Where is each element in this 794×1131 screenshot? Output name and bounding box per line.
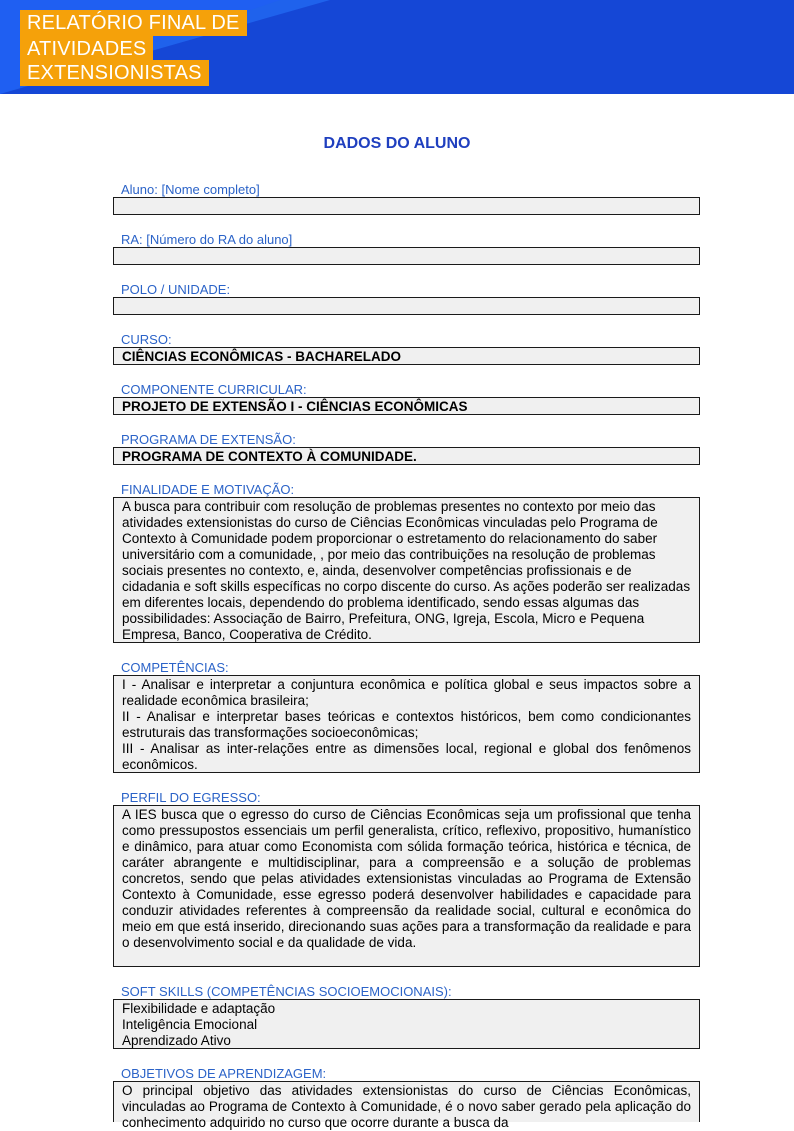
finalidade-field[interactable]: A busca para contribuir com resolução de problemas presentes no contexto por meio das atividades extensionistas do curso de Ciências Econômicas vinculadas pelo Programa de Contexto à Comunidade podem proporcionar o estretamento do relacionamento do saber universitário com a comunidade, , por meio das contribuições na resolução de problemas sociais presentes no contexto, e, ainda, desenvolver competências profissionais e de cidadania e soft skills específicas no corpo discente do curso. As ações poderão ser realizadas em diferentes locais, dependendo do problema identificado, sendo essas algumas das possibilidades: Associação de Bairro, Prefeitura, ONG, Igreja, Escola, Micro e Pequena Empresa, Banco, Cooperativa de Crédito. [113, 497, 700, 643]
componente-label: COMPONENTE CURRICULAR: [121, 382, 307, 397]
soft-skill-item: Aprendizado Ativo [122, 1033, 231, 1048]
competencias-label: COMPETÊNCIAS: [121, 660, 229, 675]
competencia-item: II - Analisar e interpretar bases teóricas e contextos históricos, bem como condicionantes estruturais das transformações socioeconômicas; [122, 709, 691, 740]
report-title-line: ATIVIDADES [20, 36, 153, 62]
report-title-line: RELATÓRIO FINAL DE [20, 10, 247, 36]
programa-field[interactable]: PROGRAMA DE CONTEXTO À COMUNIDADE. [113, 447, 700, 465]
soft-skills-label: SOFT SKILLS (COMPETÊNCIAS SOCIOEMOCIONAIS): [121, 984, 452, 999]
soft-skills-field[interactable] [113, 999, 700, 1049]
curso-field[interactable]: CIÊNCIAS ECONÔMICAS - BACHARELADO [113, 347, 700, 365]
objetivos-field[interactable]: O principal objetivo das atividades extensionistas do curso de Ciências Econômicas, vinculadas ao Programa de Contexto à Comunidade, é o novo saber gerado pela aplicação do conhecimento adquirido no curso que ocorre durante a busca da [113, 1081, 700, 1122]
ra-field[interactable] [113, 247, 700, 265]
section-title: DADOS DO ALUNO [323, 135, 471, 152]
competencias-field[interactable] [113, 675, 700, 773]
ra-label: RA: [Número do RA do aluno] [121, 232, 293, 247]
perfil-label: PERFIL DO EGRESSO: [121, 790, 261, 805]
perfil-field[interactable]: A IES busca que o egresso do curso de Ciências Econômicas seja um profissional que tenha como pressupostos essenciais um perfil generalista, crítico, reflexivo, propositivo, humanístico e dinâmico, para atuar como Economista com sólida formação teórica, histórica e técnica, de caráter abrangente e multidisciplinar, para a compreensão e a solução de problemas concretos, sendo que pelas atividades extensionistas vinculadas ao Programa de Extensão Contexto à Comunidade, esse egresso poderá desenvolver habilidades e capacidade para conduzir atividades referentes à compreensão da realidade social, cultural e econômica do meio em que está inserido, direcionando suas ações para a transformação da realidade e para o desenvolvimento social e da qualidade de vida. [113, 805, 700, 967]
programa-label: PROGRAMA DE EXTENSÃO: [121, 432, 296, 447]
polo-field[interactable] [113, 297, 700, 315]
soft-skill-item: Inteligência Emocional [122, 1017, 258, 1032]
report-title-line: EXTENSIONISTAS [20, 60, 209, 86]
objetivos-label: OBJETIVOS DE APRENDIZAGEM: [121, 1066, 327, 1081]
curso-label: CURSO: [121, 332, 172, 347]
polo-label: POLO / UNIDADE: [121, 282, 231, 297]
competencia-item: I - Analisar e interpretar a conjuntura econômica e política global e seus impactos sobre a realidade econômica brasileira; [122, 677, 691, 708]
aluno-label: Aluno: [Nome completo] [121, 182, 260, 197]
soft-skill-item: Flexibilidade e adaptação [122, 1001, 276, 1016]
componente-field[interactable]: PROJETO DE EXTENSÃO I - CIÊNCIAS ECONÔMICAS [113, 397, 700, 415]
finalidade-label: FINALIDADE E MOTIVAÇÃO: [121, 482, 295, 497]
header-banner [0, 0, 794, 94]
aluno-field[interactable] [113, 197, 700, 215]
competencia-item: III - Analisar as inter-relações entre as dimensões local, regional e global dos fenômenos econômicos. [122, 741, 691, 772]
